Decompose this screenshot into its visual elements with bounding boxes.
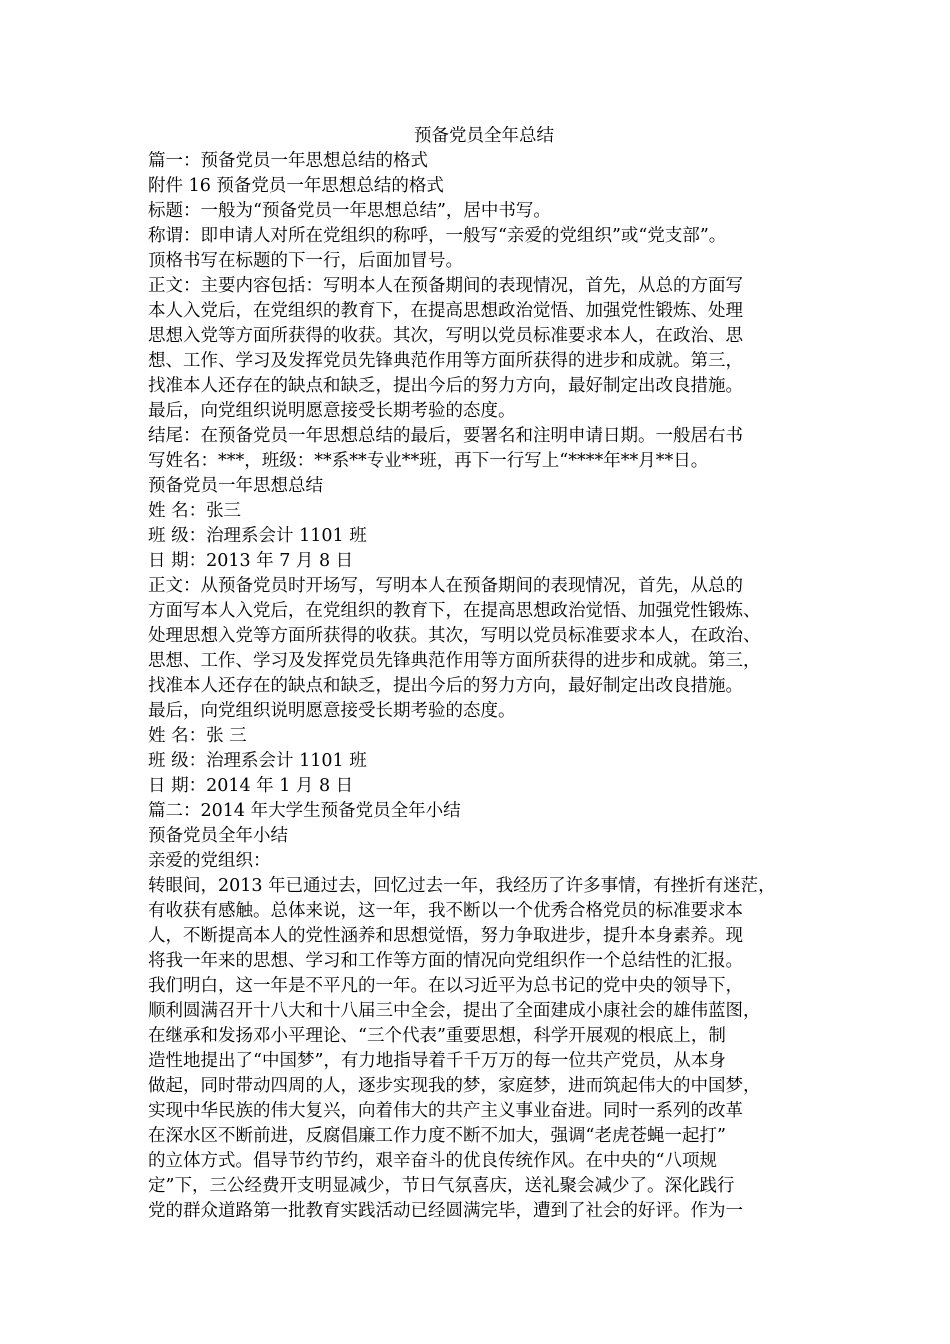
text-line: 日 期：2014 年 1 月 8 日 <box>148 776 354 796</box>
text-line: 附件 16 预备党员一年思想总结的格式 <box>148 176 444 196</box>
text-line: 思想、工作、学习及发挥党员先锋典范作用等方面所获得的进步和成就。第三， <box>148 651 761 671</box>
text-line: 定”下，三公经费开支明显减少，节日气氛喜庆，送礼聚会减少了。深化践行 <box>148 1176 735 1196</box>
text-line: 在继承和发扬邓小平理论、“三个代表”重要思想，科学开展观的根底上，制 <box>148 1026 726 1046</box>
text-line: 转眼间，2013 年已通过去，回忆过去一年，我经历了许多事情，有挫折有迷茫， <box>148 876 776 896</box>
text-line: 预备党员一年思想总结 <box>148 476 323 496</box>
text-line: 正文：主要内容包括：写明本人在预备期间的表现情况，首先，从总的方面写 <box>148 276 743 296</box>
text-line: 亲爱的党组织： <box>148 851 271 871</box>
text-line: 结尾：在预备党员一年思想总结的最后，要署名和注明申请日期。一般居右书 <box>148 426 743 446</box>
text-line: 标题：一般为“预备党员一年思想总结”，居中书写。 <box>148 201 551 221</box>
text-line: 最后，向党组织说明愿意接受长期考验的态度。 <box>148 701 516 721</box>
text-line: 姓 名：张 三 <box>148 726 247 746</box>
text-line: 想、工作、学习及发挥党员先锋典范作用等方面所获得的进步和成就。第三， <box>148 351 743 371</box>
text-line: 写姓名：***，班级：**系**专业**班，再下一行写上“****年**月**日。 <box>148 451 709 471</box>
text-line: 造性地提出了“中国梦”，有力地指导着千千万万的每一位共产党员，从本身 <box>148 1051 726 1071</box>
text-line: 方面写本人入党后，在党组织的教育下，在提高思想政治觉悟、加强党性锻炼、 <box>148 601 761 621</box>
document-body <box>148 124 820 1224</box>
text-line: 将我一年来的思想、学习和工作等方面的情况向党组织作一个总结性的汇报。 <box>148 951 743 971</box>
document-text <box>148 149 820 1224</box>
text-line: 的立体方式。倡导节约节约，艰辛奋斗的优良传统作风。在中央的“八项规 <box>148 1151 717 1171</box>
text-line: 称谓：即申请人对所在党组织的称呼，一般写“亲爱的党组织”或“党支部”。 <box>148 226 727 246</box>
text-line: 有收获有感触。总体来说，这一年，我不断以一个优秀合格党员的标准要求本 <box>148 901 743 921</box>
text-line: 本人入党后，在党组织的教育下，在提高思想政治觉悟、加强党性锻炼、处理 <box>148 301 743 321</box>
text-line: 实现中华民族的伟大复兴，向着伟大的共产主义事业奋进。同时一系列的改革 <box>148 1101 743 1121</box>
text-line: 找准本人还存在的缺点和缺乏，提出今后的努力方向，最好制定出改良措施。 <box>148 676 743 696</box>
text-line: 班 级：治理系会计 1101 班 <box>148 751 367 771</box>
text-line: 班 级：治理系会计 1101 班 <box>148 526 367 546</box>
text-line: 处理思想入党等方面所获得的收获。其次，写明以党员标准要求本人，在政治、 <box>148 626 761 646</box>
text-line: 日 期：2013 年 7 月 8 日 <box>148 551 354 571</box>
text-line: 姓 名：张三 <box>148 501 242 521</box>
text-line: 人，不断提高本人的党性涵养和思想觉悟，努力争取进步，提升本身素养。现 <box>148 926 743 946</box>
text-line: 我们明白，这一年是不平凡的一年。在以习近平为总书记的党中央的领导下， <box>148 976 743 996</box>
text-line: 篇一：预备党员一年思想总结的格式 <box>148 151 428 171</box>
document-title: 预备党员全年总结 <box>414 126 554 146</box>
text-line: 正文：从预备党员时开场写，写明本人在预备期间的表现情况，首先，从总的 <box>148 576 743 596</box>
text-line: 找准本人还存在的缺点和缺乏，提出今后的努力方向，最好制定出改良措施。 <box>148 376 743 396</box>
text-line: 在深水区不断前进，反腐倡廉工作力度不断不加大，强调“老虎苍蝇一起打” <box>148 1126 726 1146</box>
text-line: 篇二：2014 年大学生预备党员全年小结 <box>148 801 461 821</box>
text-line: 顺利圆满召开十八大和十八届三中全会，提出了全面建成小康社会的雄伟蓝图， <box>148 1001 761 1021</box>
text-line: 党的群众道路第一批教育实践活动已经圆满完毕，遭到了社会的好评。作为一 <box>148 1201 743 1221</box>
text-line: 顶格书写在标题的下一行，后面加冒号。 <box>148 251 463 271</box>
text-line: 做起，同时带动四周的人，逐步实现我的梦，家庭梦，进而筑起伟大的中国梦， <box>148 1076 761 1096</box>
text-line: 思想入党等方面所获得的收获。其次，写明以党员标准要求本人，在政治、思 <box>148 326 743 346</box>
text-line: 最后，向党组织说明愿意接受长期考验的态度。 <box>148 401 516 421</box>
text-line: 预备党员全年小结 <box>148 826 288 846</box>
